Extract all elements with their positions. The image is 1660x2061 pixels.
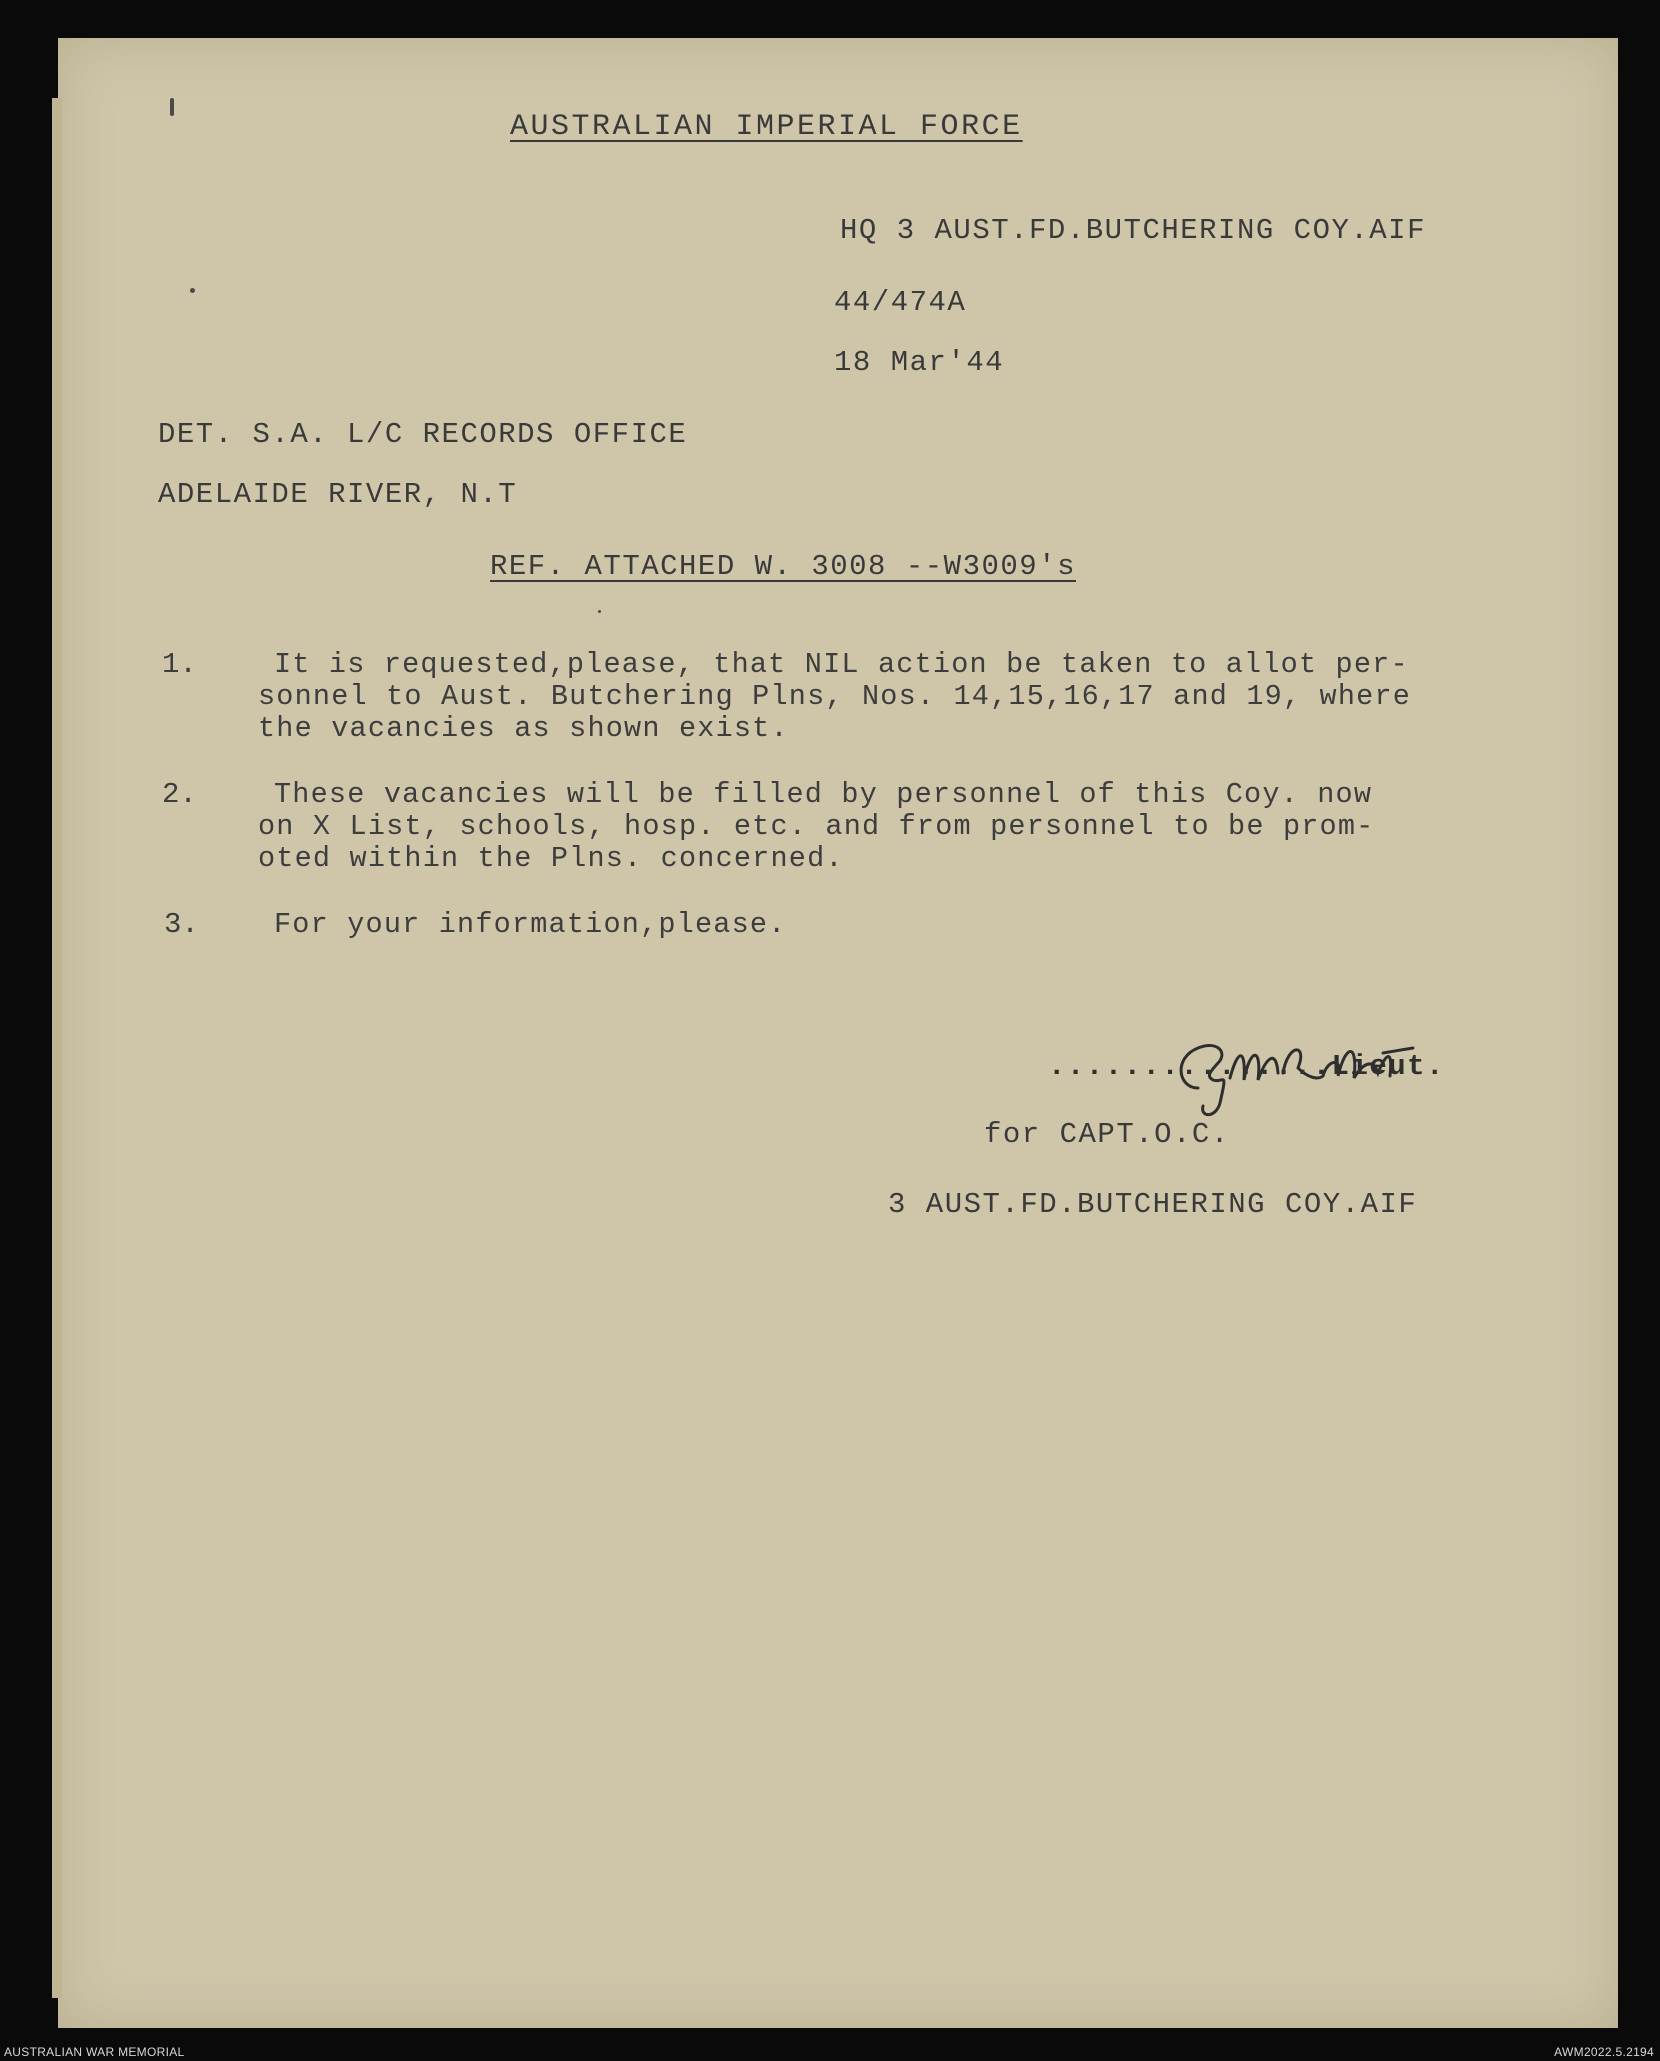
paragraph-line: For your information,please. [274,908,787,941]
document-title: AUSTRALIAN IMPERIAL FORCE [510,110,1023,144]
paragraph-line: These vacancies will be filled by personnel of this Coy. now [274,778,1373,811]
paragraph-line: oted within the Plns. concerned. [258,842,844,875]
signature-unit-line: 3 AUST.FD.BUTCHERING COY.AIF [888,1188,1418,1221]
addressee-line-1: DET. S.A. L/C RECORDS OFFICE [158,418,688,451]
paragraph-number: 2. [162,778,197,811]
paper-speck [190,288,195,293]
subject-line: REF. ATTACHED W. 3008 --W3009's [490,550,1076,583]
paper-speck [598,610,601,613]
document-date: 18 Mar'44 [834,346,1005,379]
paper-speck [170,98,174,116]
paragraph-line: on X List, schools, hosp. etc. and from personnel to be prom- [258,810,1375,843]
signature-for-line: for CAPT.O.C. [984,1118,1230,1151]
paragraph-line: sonnel to Aust. Butchering Plns, Nos. 14,15,16,17 and 19, where [258,680,1412,713]
addressee-line-2: ADELAIDE RIVER, N.T [158,478,518,511]
unit-header: HQ 3 AUST.FD.BUTCHERING COY.AIF [840,214,1426,247]
archive-reference: AWM2022.5.2194 [1554,2045,1654,2059]
signature-rank-line: ...............Lieut. [1048,1050,1445,1083]
paragraph-line: It is requested,please, that NIL action be taken to allot per- [274,648,1409,681]
paragraph-line: the vacancies as shown exist. [258,712,789,745]
document-page [58,38,1618,2028]
archive-credit: AUSTRALIAN WAR MEMORIAL [4,2045,185,2059]
paragraph-number: 3. [164,908,199,941]
reference-number: 44/474A [834,286,967,319]
paragraph-number: 1. [162,648,197,681]
